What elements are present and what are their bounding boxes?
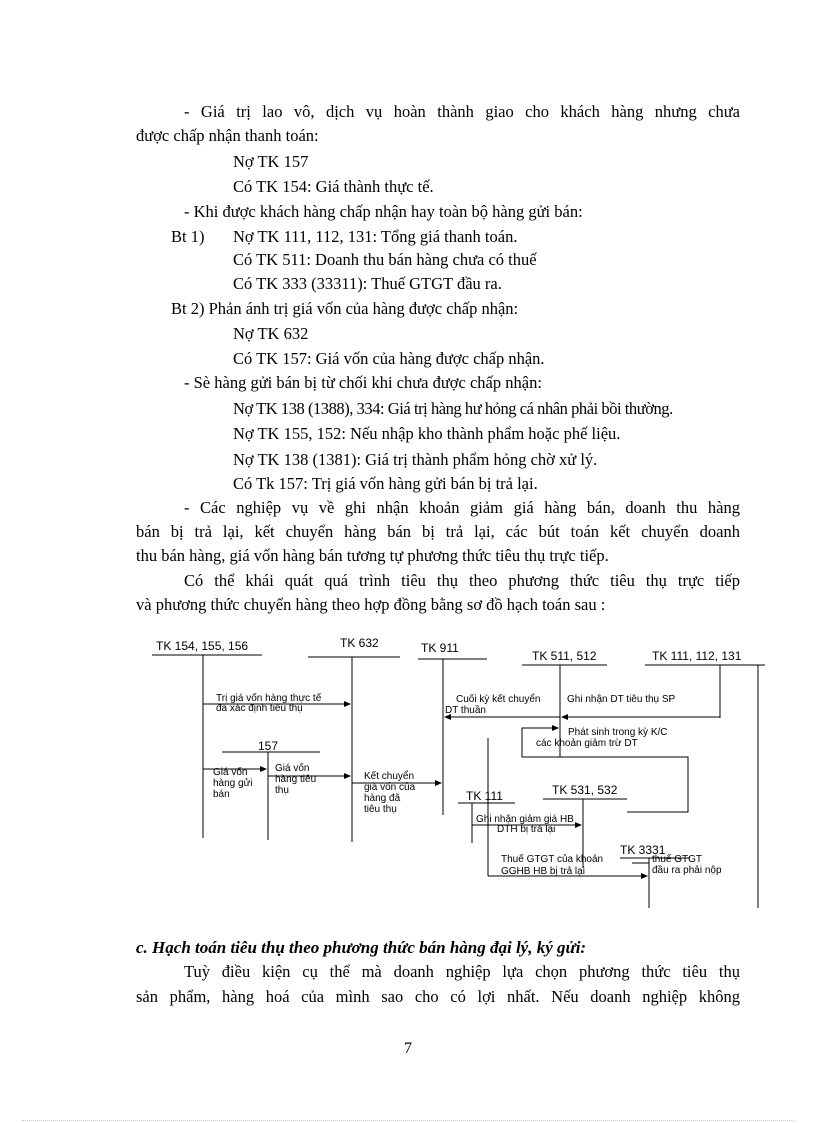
page-footer-divider — [22, 1120, 794, 1121]
journal-entry: Có TK 333 (33311): Thuế GTGT đầu ra. — [233, 274, 502, 293]
entry-label: Bt 1) — [171, 227, 205, 246]
arrow-transfer-label: tiêu thụ — [364, 804, 397, 815]
journal-entry: Có Tk 157: Trị giá vốn hàng gửi bán bị trả lại. — [233, 474, 538, 493]
arrow-vat-label: GGHB HB bị trả lại — [501, 866, 585, 877]
arrow-consign-label: hàng gửi — [213, 778, 253, 789]
account-tk3331-label: TK 3331 — [620, 843, 666, 857]
arrow-discount-label: DTH bị trả lại — [497, 824, 556, 835]
paragraph-line: - Khi được khách hàng chấp nhận hay toàn bộ hàng gửi bán: — [184, 202, 583, 221]
paragraph-line: Bt 2) Phản ánh trị giá vốn của hàng được chấp nhận: — [171, 299, 519, 318]
account-tk157-label: 157 — [258, 739, 279, 753]
account-tk531-label: TK 531, 532 — [552, 783, 618, 797]
paragraph-line: Tuỳ điều kiện cụ thể mà doanh nghiệp lựa chọn phương thức tiêu thụ — [184, 962, 740, 981]
paragraph-line: bán bị trả lại, kết chuyển hàng bán bị trả lại, các bút toán kết chuyển doanh — [136, 522, 740, 541]
paragraph-line: thu bán hàng, giá vốn hàng bán tương tự phương thức tiêu thụ trực tiếp. — [136, 546, 609, 565]
arrow-discount-label: Ghi nhận giảm giá HB — [476, 814, 574, 825]
arrow-deductions-label: Phát sinh trong kỳ K/C — [568, 727, 668, 738]
arrow-consign-label: bán — [213, 789, 230, 800]
arrow-transfer-label: Kết chuyển — [364, 771, 415, 782]
account-tk111a-label: TK 111, 112, 131 — [652, 649, 742, 663]
journal-entry: Nợ TK 155, 152: Nếu nhập kho thành phẩm hoặc phế liệu. — [233, 424, 621, 443]
journal-entry: Có TK 154: Giá thành thực tế. — [233, 177, 434, 196]
account-tk632-label: TK 632 — [340, 636, 379, 650]
page-number: 7 — [404, 1040, 412, 1057]
paragraph-line: Có thể khái quát quá trình tiêu thụ theo phương thức tiêu thụ trực tiếp — [184, 571, 740, 590]
arrow-vat-payable-label: đầu ra phải nộp — [652, 865, 722, 876]
paragraph-line: và phương thức chuyển hàng theo hợp đồng bằng sơ đồ hạch toán sau : — [136, 595, 606, 614]
arrow-net-revenue-label: DT thuần — [445, 705, 486, 716]
journal-entry: Nợ TK 632 — [233, 324, 309, 343]
arrow-sold-label: thụ — [275, 785, 289, 796]
arrow-deductions-label: các khoản giảm trừ DT — [536, 738, 638, 749]
account-tk154-label: TK 154, 155, 156 — [156, 639, 249, 653]
journal-entry: Có TK 511: Doanh thu bán hàng chưa có thuế — [233, 250, 537, 269]
section-heading: c. Hạch toán tiêu thụ theo phương thức bán hàng đại lý, ký gửi: — [136, 938, 587, 957]
arrow-transfer-label: hàng đã — [364, 793, 401, 804]
journal-entry: Nợ TK 111, 112, 131: Tổng giá thanh toán. — [233, 227, 518, 246]
paragraph-line: - Các nghiệp vụ về ghi nhận khoản giảm giá hàng bán, doanh thu hàng — [184, 498, 740, 517]
journal-entry: Có TK 157: Giá vốn của hàng được chấp nhận. — [233, 349, 545, 368]
arrow-cost-label: đã xác định tiêu thụ — [216, 703, 303, 714]
journal-entry: Nợ TK 138 (1388), 334: Giá trị hàng hư hỏng cá nhân phải bồi thường. — [233, 399, 673, 418]
journal-entry: Nợ TK 157 — [233, 152, 309, 171]
arrow-transfer-label: giá vốn của — [364, 782, 416, 793]
arrow-vat-payable-label: thuế GTGT — [652, 854, 703, 865]
paragraph-line: sản phẩm, hàng hoá của mình sao cho có lợi nhất. Nếu doanh nghiệp không — [136, 987, 740, 1006]
arrow-cost-label: Trị giá vốn hàng thực tế — [216, 693, 322, 704]
account-tk911-label: TK 911 — [421, 641, 459, 655]
arrow-net-revenue-label: Cuối kỳ kết chuyển — [456, 694, 541, 705]
arrow-sold-label: Giá vốn — [275, 763, 310, 774]
accounting-diagram — [0, 620, 816, 920]
account-tk511-label: TK 511, 512 — [532, 649, 597, 663]
arrow-revenue-label: Ghi nhận DT tiêu thụ SP — [567, 694, 676, 705]
arrow-vat-label: Thuế GTGT của khoản — [501, 854, 604, 865]
paragraph-line: - Sè hàng gửi bán bị từ chối khi chưa được chấp nhận: — [184, 373, 542, 392]
journal-entry: Nợ TK 138 (1381): Giá trị thành phẩm hỏng chờ xử lý. — [233, 450, 598, 469]
arrow-consign-label: Giá vốn — [213, 767, 248, 778]
paragraph-line: - Giá trị lao vô, dịch vụ hoàn thành giao cho khách hàng nhưng chưa — [184, 102, 740, 121]
arrow-sold-label: hàng tiêu — [275, 774, 317, 785]
account-tk111b-label: TK 111 — [466, 789, 503, 803]
paragraph-line: được chấp nhận thanh toán: — [136, 126, 319, 145]
